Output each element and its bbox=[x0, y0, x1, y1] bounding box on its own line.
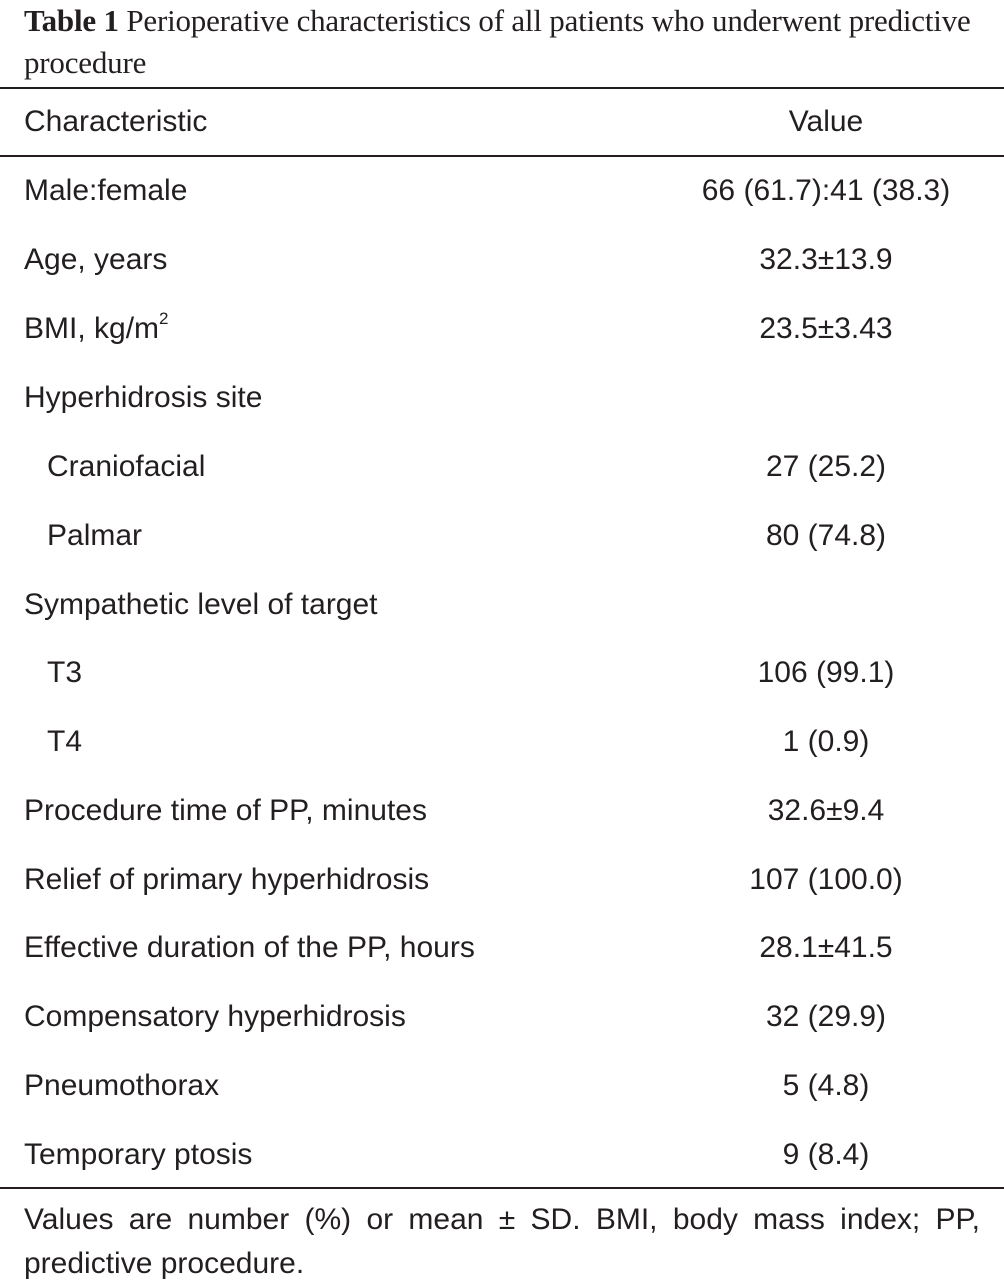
row-characteristic: Hyperhidrosis site bbox=[24, 381, 263, 414]
row-characteristic: Compensatory hyperhidrosis bbox=[24, 1000, 406, 1033]
header-characteristic: Characteristic bbox=[24, 105, 208, 138]
row-characteristic: Craniofacial bbox=[47, 450, 206, 483]
row-value: 28.1±41.5 bbox=[759, 931, 893, 964]
row-characteristic: Pneumothorax bbox=[24, 1069, 220, 1102]
row-characteristic: Effective duration of the PP, hours bbox=[24, 931, 475, 964]
table-row bbox=[0, 373, 1004, 423]
table-row bbox=[0, 235, 1004, 285]
row-characteristic: T3 bbox=[47, 656, 83, 689]
table-row bbox=[0, 786, 1004, 836]
header-rule bbox=[0, 155, 1004, 157]
bottom-rule bbox=[0, 1187, 1004, 1189]
row-value: 5 (4.8) bbox=[782, 1069, 870, 1102]
table-row bbox=[0, 166, 1004, 216]
table-row bbox=[0, 717, 1004, 767]
row-value: 27 (25.2) bbox=[765, 450, 887, 483]
table-row bbox=[0, 511, 1004, 561]
table-header-row bbox=[0, 97, 1004, 147]
table-row bbox=[0, 304, 1004, 354]
row-characteristic: Palmar bbox=[47, 519, 143, 552]
row-characteristic: Temporary ptosis bbox=[24, 1138, 253, 1171]
row-value: 9 (8.4) bbox=[782, 1138, 870, 1171]
table-row bbox=[0, 1061, 1004, 1111]
header-value: Value bbox=[788, 105, 864, 138]
table-row bbox=[0, 923, 1004, 973]
row-characteristic-text: BMI, kg/m bbox=[24, 312, 160, 345]
row-characteristic bbox=[24, 304, 168, 354]
row-value: 23.5±3.43 bbox=[759, 312, 893, 345]
row-value: 80 (74.8) bbox=[765, 519, 887, 552]
table-footnote: Values are number (%) or mean ± SD. BMI, body mass index; PP, predictive procedure. bbox=[24, 1203, 980, 1280]
superscript: 2 bbox=[159, 309, 169, 328]
row-value: 66 (61.7):41 (38.3) bbox=[701, 174, 951, 207]
row-value: 106 (99.1) bbox=[757, 656, 895, 689]
row-value: 32 (29.9) bbox=[765, 1000, 887, 1033]
table-row bbox=[0, 442, 1004, 492]
table-row bbox=[0, 855, 1004, 905]
table-title: Perioperative characteristics of all patients who underwent predictive procedure bbox=[24, 3, 971, 80]
row-characteristic: T4 bbox=[47, 725, 83, 758]
row-characteristic: Procedure time of PP, minutes bbox=[24, 794, 427, 827]
row-characteristic: Male:female bbox=[24, 174, 188, 207]
row-value: 32.3±13.9 bbox=[759, 243, 893, 276]
table-row bbox=[0, 580, 1004, 630]
row-value: 1 (0.9) bbox=[782, 725, 870, 758]
top-rule bbox=[0, 87, 1004, 89]
row-value: 32.6±9.4 bbox=[767, 794, 885, 827]
row-value: 107 (100.0) bbox=[749, 863, 903, 896]
row-characteristic: Sympathetic level of target bbox=[24, 588, 378, 621]
table-row bbox=[0, 992, 1004, 1042]
table-label: Table 1 bbox=[24, 3, 119, 38]
table-caption bbox=[24, 0, 994, 84]
table-row bbox=[0, 1130, 1004, 1180]
row-characteristic: Age, years bbox=[24, 243, 168, 276]
row-characteristic: Relief of primary hyperhidrosis bbox=[24, 863, 430, 896]
table-row bbox=[0, 648, 1004, 698]
